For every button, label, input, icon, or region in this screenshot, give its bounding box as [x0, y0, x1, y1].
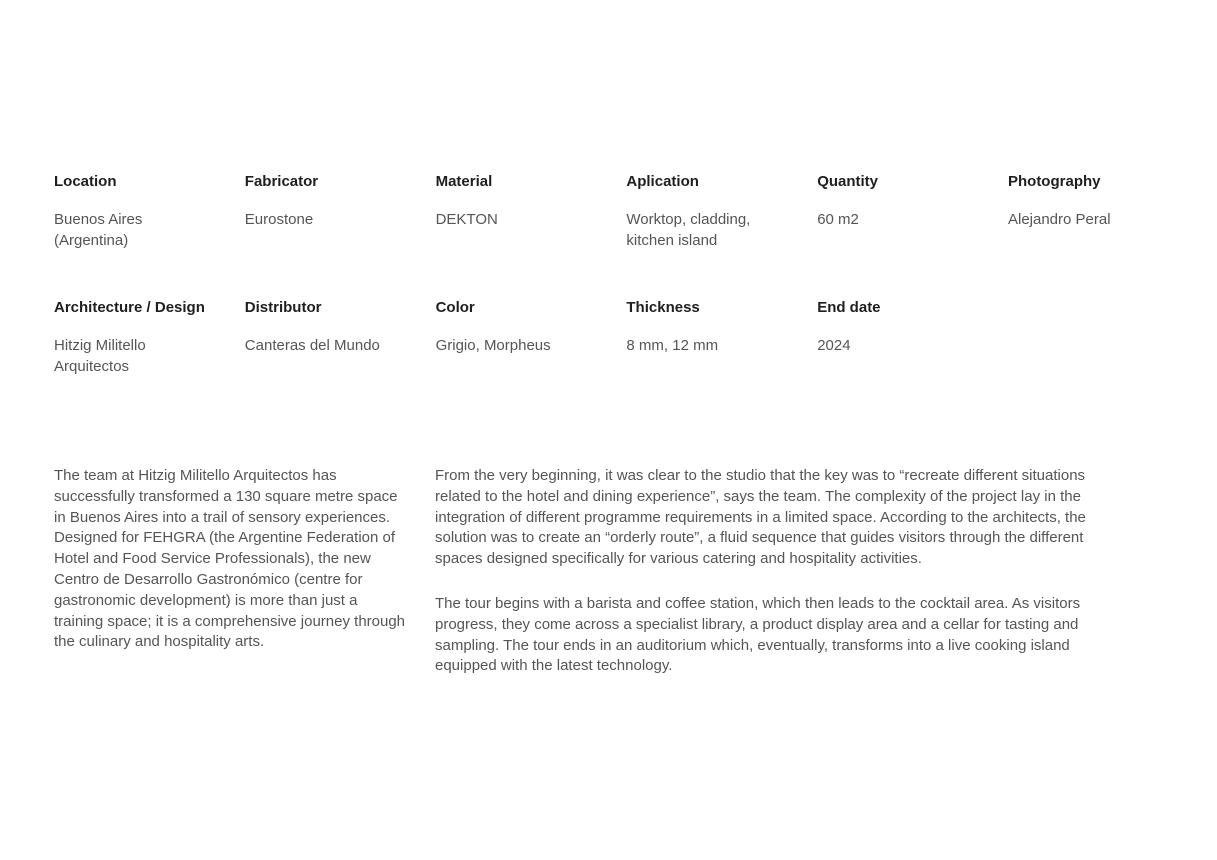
spec-value: Worktop, cladding, kitchen island	[626, 211, 751, 249]
spec-value: Canteras del Mundo	[244, 337, 380, 354]
spec-label: Color	[435, 299, 475, 316]
spec-architecture-design	[54, 298, 245, 424]
spec-label: Fabricator	[244, 173, 319, 190]
spec-label: Quantity	[817, 173, 879, 190]
spec-label: Location	[54, 173, 117, 190]
spec-thickness	[626, 298, 817, 424]
spec-label: Architecture / Design	[54, 299, 205, 316]
spec-color	[436, 298, 627, 424]
spec-value: DEKTON	[435, 211, 498, 228]
project-specs	[54, 172, 1204, 424]
spec-label: Thickness	[626, 299, 700, 316]
spec-value: 2024	[817, 337, 851, 354]
specs-row-1	[54, 172, 1204, 298]
spec-fabricator	[245, 172, 436, 298]
spec-label: Aplication	[626, 173, 699, 190]
intro-column	[54, 466, 406, 653]
spec-label: Material	[435, 173, 493, 190]
specs-row-2	[54, 298, 1204, 424]
spec-location	[54, 172, 245, 298]
intro-paragraph: The team at Hitzig Militello Arquitectos has successfully transformed a 130 square metre space in Buenos Aires into a trail of sensory experiences. Designed for FEHGRA (the Argentine Federation of Hotel and Food Service Professionals), the new Centro de Desarrollo Gastronómico (centre for gastronomic development) is more than just a training space; it is a comprehensive journey through the culinary and hospitality arts.	[54, 467, 406, 651]
spec-distributor	[245, 298, 436, 424]
spec-material	[436, 172, 627, 298]
spec-value: Hitzig Militello Arquitectos	[54, 337, 146, 375]
description-paragraph: The tour begins with a barista and coffee station, which then leads to the cocktail area. As visitors progress, they come across a specialist library, a product display area and a cellar for tasting and sampling. The tour ends in an auditorium which, eventually, transforms into a live cooking island equipped with the latest technology.	[435, 594, 1081, 675]
spec-end-date	[817, 298, 1008, 424]
spec-value: 8 mm, 12 mm	[626, 337, 719, 354]
spec-quantity	[817, 172, 1008, 298]
description-column	[435, 466, 1135, 677]
spec-label: Distributor	[244, 299, 322, 316]
spec-value: Grigio, Morpheus	[435, 337, 551, 354]
spec-label: Photography	[1007, 173, 1101, 190]
spec-photography	[1008, 172, 1199, 298]
spec-application	[626, 172, 817, 298]
spec-value: Eurostone	[244, 211, 314, 228]
spec-value: Alejandro Peral	[1007, 211, 1111, 228]
spec-value: Buenos Aires (Argentina)	[54, 211, 143, 249]
spec-label: End date	[817, 299, 881, 316]
spec-value: 60 m2	[817, 211, 859, 228]
description-paragraph: From the very beginning, it was clear to the studio that the key was to “recreate different situations related to the hotel and dining experience”, says the team. The complexity of the project lay in the integration of different programme requirements in a limited space. According to the architects, the solution was to create an “orderly route”, a fluid sequence that guides visitors through the different spaces designed specifically for various catering and hospitality activities.	[435, 467, 1086, 568]
